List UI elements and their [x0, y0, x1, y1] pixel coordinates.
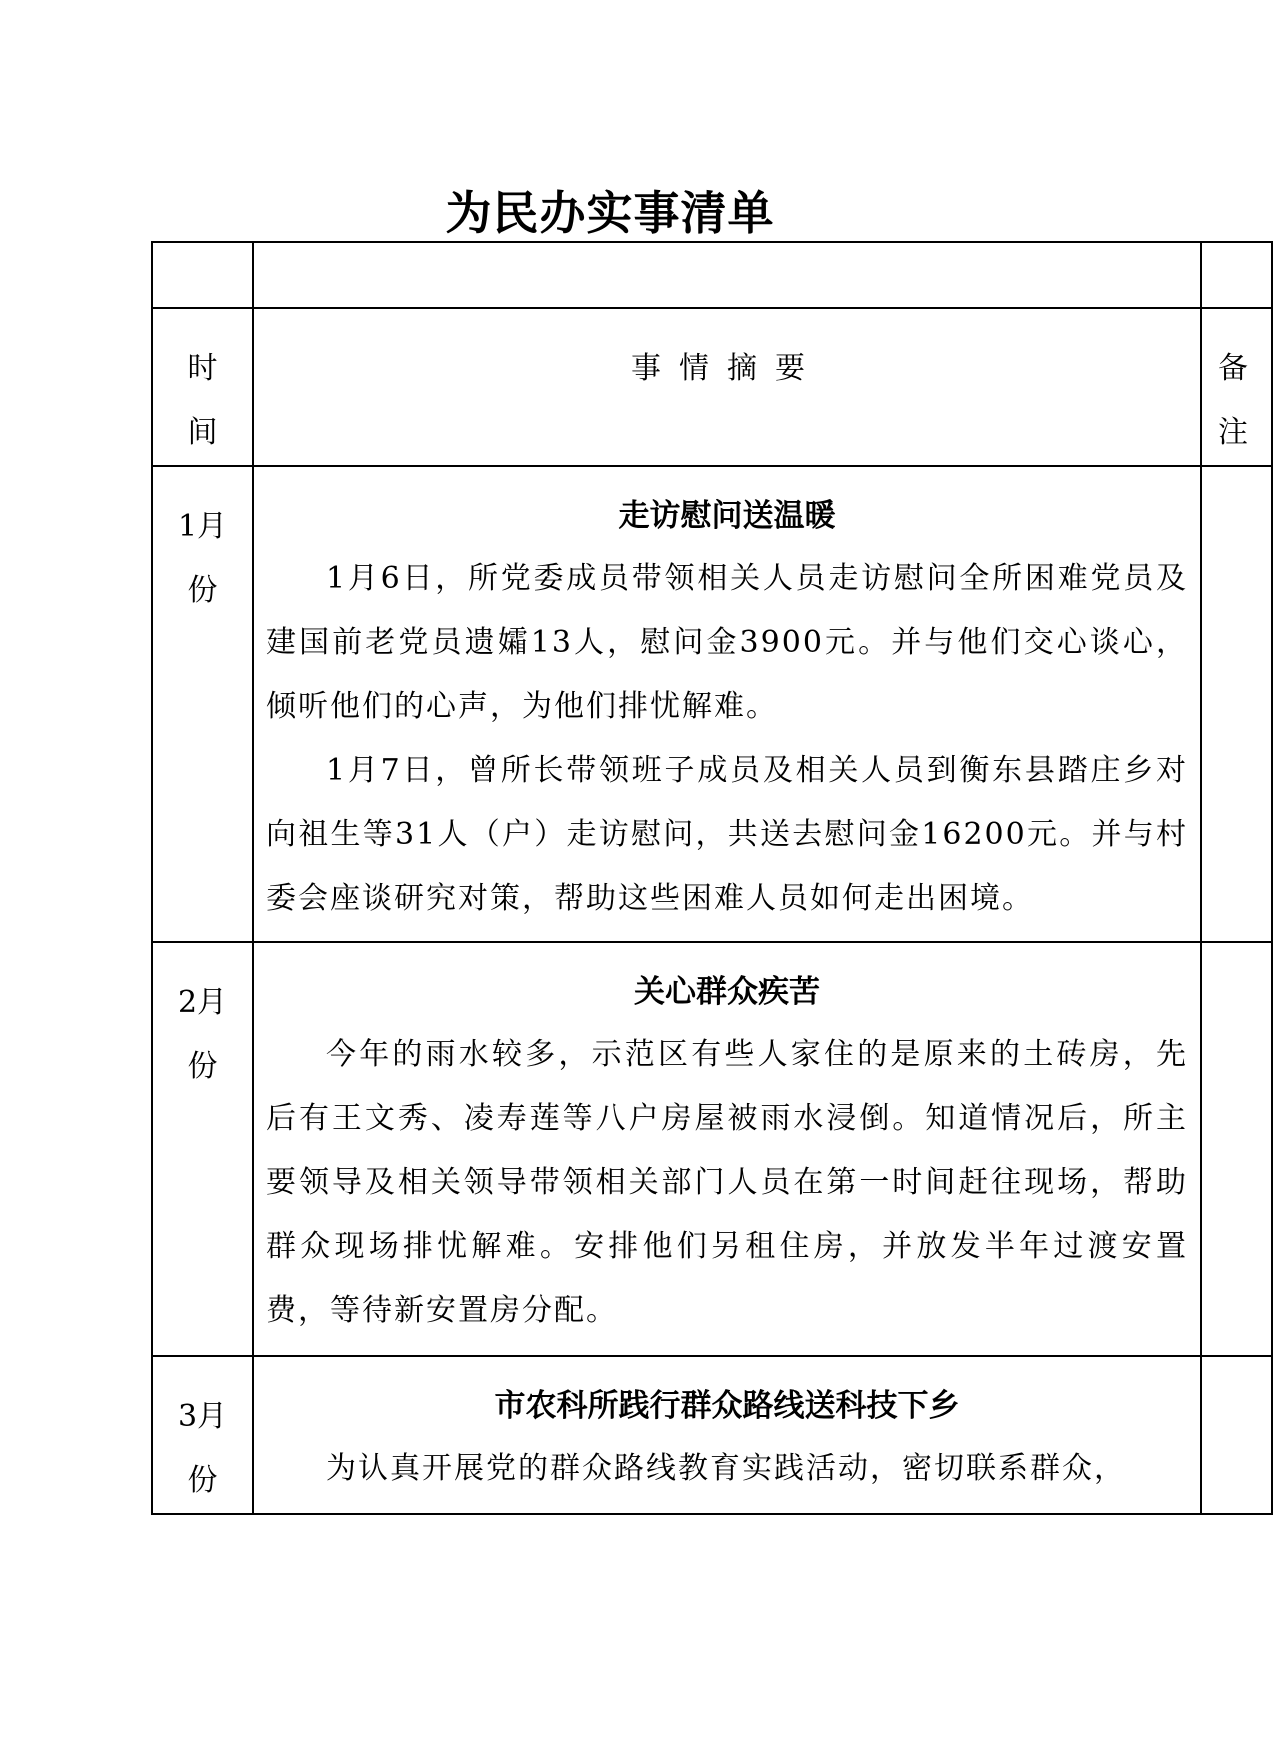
month-cell [152, 942, 253, 1356]
header-time-char: 时 [187, 351, 218, 386]
month-cell [152, 1356, 253, 1514]
header-note-cell [1201, 308, 1272, 466]
note-cell [1201, 942, 1272, 1356]
summary-cell [253, 466, 1201, 942]
header-summary-cell [253, 308, 1201, 466]
entry-paragraph: 1月7日，曾所长带领班子成员及相关人员到衡东县踏庄乡对向祖生等31人（户）走访慰问，共送去慰问金16200元。并与村委会座谈研究对策，帮助这些困难人员如何走出困境。 [266, 753, 1188, 916]
header-note-char: 注 [1218, 415, 1248, 450]
entry-paragraph: 今年的雨水较多，示范区有些人家住的是原来的土砖房，先后有王文秀、凌寿莲等八户房屋被雨水浸倒。知道情况后，所主要领导及相关领导带领相关部门人员在第一时间赶往现场，帮助群众现场排忧解难。安排他们另租住房，并放发半年过渡安置费，等待新安置房分配。 [266, 1037, 1188, 1328]
entry-title: 关心群众疾苦 [634, 974, 820, 1010]
entry-paragraph: 为认真开展党的群众路线教育实践活动，密切联系群众， [326, 1451, 1126, 1486]
blank-cell [253, 242, 1201, 308]
month-char: 1月 [177, 509, 228, 544]
entry-paragraph: 1月6日，所党委成员带领相关人员走访慰问全所困难党员及建国前老党员遗孀13人，慰问金3900元。并与他们交心谈心，倾听他们的心声，为他们排忧解难。 [266, 561, 1188, 724]
table-header-row [152, 308, 1272, 466]
blank-cell [152, 242, 253, 308]
month-char: 份 [187, 1463, 218, 1498]
note-cell [1201, 1356, 1272, 1514]
month-char: 2月 [177, 985, 228, 1020]
table-blank-row [152, 242, 1272, 308]
entry-title: 走访慰问送温暖 [618, 498, 836, 534]
header-time-cell [152, 308, 253, 466]
entry-title: 市农科所践行群众路线送科技下乡 [494, 1388, 960, 1424]
affairs-table-container [151, 241, 1248, 1514]
month-char: 3月 [177, 1399, 228, 1434]
affairs-table [151, 241, 1273, 1515]
blank-cell [1201, 242, 1272, 308]
month-char: 份 [187, 573, 218, 608]
table-row-february [152, 942, 1272, 1356]
document-title: 为民办实事清单 [445, 186, 775, 240]
header-summary-label: 事情摘要 [631, 351, 823, 386]
table-row-january [152, 466, 1272, 942]
note-cell [1201, 466, 1272, 942]
summary-cell [253, 1356, 1201, 1514]
month-cell [152, 466, 253, 942]
header-note-char: 备 [1218, 351, 1248, 386]
table-row-march [152, 1356, 1272, 1514]
header-time-char: 间 [187, 415, 218, 450]
month-char: 份 [187, 1049, 218, 1084]
summary-cell [253, 942, 1201, 1356]
